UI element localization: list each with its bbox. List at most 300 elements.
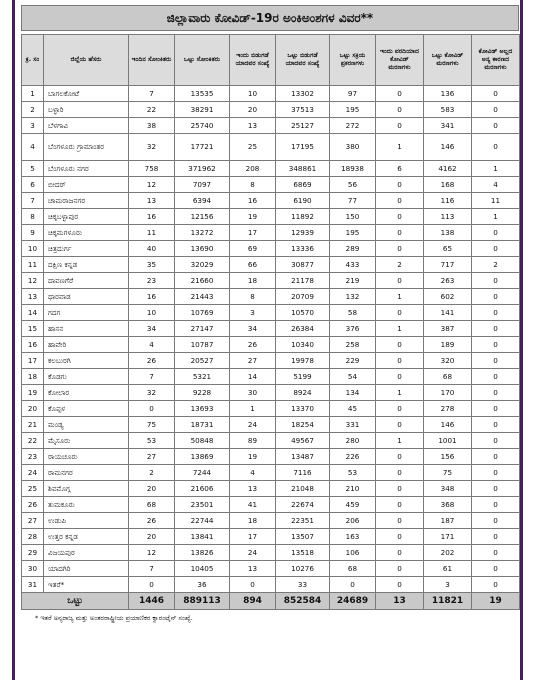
row-value: 0 — [472, 225, 520, 241]
row-value: 7097 — [175, 177, 230, 193]
row-value: 0 — [472, 465, 520, 481]
row-value: 20527 — [175, 353, 230, 369]
row-value: 0 — [376, 209, 424, 225]
row-value: 9228 — [175, 385, 230, 401]
row-value: 4 — [129, 337, 175, 353]
row-value: 25 — [230, 134, 276, 161]
row-value: 27 — [230, 353, 276, 369]
header-non-covid-deaths: ಕೋವಿಡ್ ಅಲ್ಲದ ಅನ್ಯ ಕಾರಣದ ಮರಣಗಳು — [472, 35, 520, 86]
row-value: 0 — [376, 193, 424, 209]
row-value: 8924 — [276, 385, 330, 401]
row-value: 0 — [472, 417, 520, 433]
row-value: 13272 — [175, 225, 230, 241]
row-district-name: ಕೋಲಾರ — [44, 385, 129, 401]
row-value: 33 — [276, 577, 330, 593]
table-row — [22, 449, 520, 465]
row-value: 0 — [472, 449, 520, 465]
row-value: 68 — [424, 369, 472, 385]
table-row — [22, 118, 520, 134]
row-value: 26 — [129, 353, 175, 369]
row-value: 0 — [376, 353, 424, 369]
row-value: 156 — [424, 449, 472, 465]
row-value: 22674 — [276, 497, 330, 513]
row-value: 58 — [330, 305, 376, 321]
row-value: 1 — [376, 134, 424, 161]
row-value: 0 — [472, 529, 520, 545]
row-value: 30 — [230, 385, 276, 401]
total-row — [22, 593, 520, 610]
row-district-name: ರಾಮನಗರ — [44, 465, 129, 481]
row-value: 18 — [230, 273, 276, 289]
row-value: 19 — [230, 209, 276, 225]
row-value: 34 — [230, 321, 276, 337]
row-value: 30877 — [276, 257, 330, 273]
header-total-deaths: ಒಟ್ಟು ಕೋವಿಡ್ ಮರಣಗಳು — [424, 35, 472, 86]
row-district-name: ಬೆಂಗಳೂರು ಗ್ರಾಮಾಂತರ — [44, 134, 129, 161]
total-cell: 889113 — [175, 593, 230, 610]
table-row — [22, 161, 520, 177]
row-value: 89 — [230, 433, 276, 449]
row-value: 0 — [129, 577, 175, 593]
row-serial: 29 — [22, 545, 44, 561]
row-value: 0 — [376, 241, 424, 257]
table-row — [22, 102, 520, 118]
table-row — [22, 134, 520, 161]
row-value: 0 — [376, 86, 424, 102]
row-value: 348861 — [276, 161, 330, 177]
row-serial: 15 — [22, 321, 44, 337]
row-value: 14 — [230, 369, 276, 385]
row-value: 13 — [230, 481, 276, 497]
row-district-name: ಚಿಕ್ಕಬಳ್ಳಾಪುರ — [44, 209, 129, 225]
row-value: 341 — [424, 118, 472, 134]
row-value: 168 — [424, 177, 472, 193]
row-value: 258 — [330, 337, 376, 353]
row-district-name: ಚಿತ್ರದುರ್ಗ — [44, 241, 129, 257]
row-district-name: ಬಾಗಲಕೋಟೆ — [44, 86, 129, 102]
row-district-name: ಬೆಂಗಳೂರು ನಗರ — [44, 161, 129, 177]
row-value: 170 — [424, 385, 472, 401]
row-value: 27147 — [175, 321, 230, 337]
row-serial: 28 — [22, 529, 44, 545]
row-value: 0 — [472, 481, 520, 497]
row-value: 371962 — [175, 161, 230, 177]
table-row — [22, 305, 520, 321]
row-serial: 6 — [22, 177, 44, 193]
row-value: 202 — [424, 545, 472, 561]
stats-sheet — [21, 5, 519, 623]
footnote: * ಇತರೆ ಅನ್ಯರಾಜ್ಯ ಮತ್ತು ಅಂತರರಾಷ್ಟ್ರೀಯ ಪ್ರಯಾಣಿಕರ ಕ್ವಾರಂಟೈನ್ ಸಂಖ್ಯೆ. — [35, 614, 193, 622]
row-value: 0 — [472, 545, 520, 561]
row-value: 10 — [129, 305, 175, 321]
row-value: 0 — [376, 465, 424, 481]
row-value: 10787 — [175, 337, 230, 353]
row-value: 77 — [330, 193, 376, 209]
header-total-infected: ಒಟ್ಟು ಸೋಂಕಿತರು — [175, 35, 230, 86]
row-district-name: ಚಾಮರಾಜನಗರ — [44, 193, 129, 209]
row-value: 263 — [424, 273, 472, 289]
row-district-name: ವಿಜಯಪುರ — [44, 545, 129, 561]
row-serial: 14 — [22, 305, 44, 321]
table-row — [22, 369, 520, 385]
row-value: 387 — [424, 321, 472, 337]
row-value: 17 — [230, 529, 276, 545]
row-value: 272 — [330, 118, 376, 134]
row-serial: 25 — [22, 481, 44, 497]
row-value: 13507 — [276, 529, 330, 545]
row-district-name: ಚಿಕ್ಕಮಗಳೂರು — [44, 225, 129, 241]
row-value: 20 — [129, 481, 175, 497]
row-value: 68 — [129, 497, 175, 513]
header-active-cases: ಒಟ್ಟು ಸಕ್ರಿಯ ಪ್ರಕರಣಗಳು — [330, 35, 376, 86]
header-district: ಜಿಲ್ಲೆಯ ಹೆಸರು — [44, 35, 129, 86]
table-row — [22, 257, 520, 273]
row-value: 0 — [376, 305, 424, 321]
row-serial: 12 — [22, 273, 44, 289]
row-serial: 3 — [22, 118, 44, 134]
row-serial: 2 — [22, 102, 44, 118]
table-row — [22, 417, 520, 433]
row-value: 24 — [230, 545, 276, 561]
header-today-deaths: ಇಂದು ವರದಿಯಾದ ಕೋವಿಡ್ ಮರಣಗಳು — [376, 35, 424, 86]
row-value: 25127 — [276, 118, 330, 134]
row-value: 7 — [129, 86, 175, 102]
row-district-name: ಮೈಸೂರು — [44, 433, 129, 449]
table-row — [22, 513, 520, 529]
row-value: 229 — [330, 353, 376, 369]
row-value: 289 — [330, 241, 376, 257]
row-serial: 17 — [22, 353, 44, 369]
table-row — [22, 209, 520, 225]
row-value: 13841 — [175, 529, 230, 545]
total-cell: 19 — [472, 593, 520, 610]
header-serial: ಕ್ರ. ಸಂ — [22, 35, 44, 86]
table-row — [22, 241, 520, 257]
row-value: 0 — [230, 577, 276, 593]
row-district-name: ಹಾಸನ — [44, 321, 129, 337]
row-value: 53 — [129, 433, 175, 449]
row-value: 0 — [376, 369, 424, 385]
table-row — [22, 401, 520, 417]
row-value: 206 — [330, 513, 376, 529]
row-value: 13 — [230, 118, 276, 134]
row-value: 13518 — [276, 545, 330, 561]
total-cell: 24689 — [330, 593, 376, 610]
row-value: 2 — [129, 465, 175, 481]
row-value: 54 — [330, 369, 376, 385]
row-value: 0 — [472, 369, 520, 385]
row-district-name: ರಾಯಚೂರು — [44, 449, 129, 465]
row-serial: 21 — [22, 417, 44, 433]
row-value: 320 — [424, 353, 472, 369]
row-value: 17 — [230, 225, 276, 241]
row-value: 97 — [330, 86, 376, 102]
row-serial: 1 — [22, 86, 44, 102]
row-value: 150 — [330, 209, 376, 225]
row-district-name: ಉಡುಪಿ — [44, 513, 129, 529]
header-today-infected: ಇಂದಿನ ಸೋಂಕಿತರು — [129, 35, 175, 86]
row-value: 13302 — [276, 86, 330, 102]
row-value: 6190 — [276, 193, 330, 209]
row-value: 2 — [376, 257, 424, 273]
row-value: 75 — [129, 417, 175, 433]
row-serial: 10 — [22, 241, 44, 257]
row-value: 0 — [472, 118, 520, 134]
row-value: 146 — [424, 417, 472, 433]
row-serial: 23 — [22, 449, 44, 465]
row-value: 26 — [129, 513, 175, 529]
row-value: 0 — [472, 513, 520, 529]
row-value: 6 — [376, 161, 424, 177]
total-label: ಒಟ್ಟು — [22, 593, 129, 610]
row-serial: 26 — [22, 497, 44, 513]
row-value: 21660 — [175, 273, 230, 289]
row-value: 0 — [472, 561, 520, 577]
row-value: 36 — [175, 577, 230, 593]
row-value: 189 — [424, 337, 472, 353]
row-value: 19978 — [276, 353, 330, 369]
row-district-name: ಬೆಳಗಾವಿ — [44, 118, 129, 134]
row-value: 18 — [230, 513, 276, 529]
row-value: 0 — [472, 353, 520, 369]
row-value: 13826 — [175, 545, 230, 561]
row-value: 0 — [472, 241, 520, 257]
row-value: 21606 — [175, 481, 230, 497]
total-cell: 852584 — [276, 593, 330, 610]
row-serial: 11 — [22, 257, 44, 273]
total-cell: 894 — [230, 593, 276, 610]
row-value: 113 — [424, 209, 472, 225]
row-value: 17721 — [175, 134, 230, 161]
row-value: 18731 — [175, 417, 230, 433]
row-value: 35 — [129, 257, 175, 273]
row-value: 0 — [472, 337, 520, 353]
row-value: 68 — [330, 561, 376, 577]
total-cell: 11821 — [424, 593, 472, 610]
table-row — [22, 529, 520, 545]
row-district-name: ಯಾದಗಿರಿ — [44, 561, 129, 577]
table-row — [22, 433, 520, 449]
row-value: 0 — [472, 577, 520, 593]
row-value: 0 — [376, 102, 424, 118]
row-serial: 8 — [22, 209, 44, 225]
row-value: 20709 — [276, 289, 330, 305]
row-value: 106 — [330, 545, 376, 561]
row-value: 278 — [424, 401, 472, 417]
table-row — [22, 86, 520, 102]
row-value: 11892 — [276, 209, 330, 225]
table-row — [22, 193, 520, 209]
row-district-name: ಶಿವಮೊಗ್ಗ — [44, 481, 129, 497]
district-stats-table — [21, 34, 520, 610]
row-value: 13869 — [175, 449, 230, 465]
row-value: 1 — [376, 321, 424, 337]
row-serial: 5 — [22, 161, 44, 177]
row-value: 37513 — [276, 102, 330, 118]
row-value: 380 — [330, 134, 376, 161]
row-value: 13336 — [276, 241, 330, 257]
row-district-name: ಹಾವೇರಿ — [44, 337, 129, 353]
row-value: 13535 — [175, 86, 230, 102]
table-row — [22, 225, 520, 241]
row-value: 0 — [129, 401, 175, 417]
table-row — [22, 561, 520, 577]
row-value: 717 — [424, 257, 472, 273]
table-body — [22, 86, 520, 593]
row-value: 0 — [376, 337, 424, 353]
row-value: 34 — [129, 321, 175, 337]
total-cell: 13 — [376, 593, 424, 610]
row-district-name: ಧಾರವಾಡ — [44, 289, 129, 305]
row-value: 19 — [230, 449, 276, 465]
row-value: 0 — [376, 449, 424, 465]
page-title: ಜಿಲ್ಲಾವಾರು ಕೋವಿಡ್-19ರ ಅಂಕಿಅಂಶಗಳ ವಿವರ** — [21, 5, 519, 31]
row-value: 187 — [424, 513, 472, 529]
row-value: 1001 — [424, 433, 472, 449]
header-total-discharged: ಒಟ್ಟು ಬಿಡುಗಡೆ ಯಾದವರ ಸಂಖ್ಯೆ — [276, 35, 330, 86]
row-value: 2 — [472, 257, 520, 273]
row-value: 65 — [424, 241, 472, 257]
row-value: 5321 — [175, 369, 230, 385]
row-value: 10769 — [175, 305, 230, 321]
row-value: 13693 — [175, 401, 230, 417]
row-value: 7244 — [175, 465, 230, 481]
row-value: 8 — [230, 289, 276, 305]
row-value: 11 — [472, 193, 520, 209]
row-value: 41 — [230, 497, 276, 513]
row-value: 0 — [376, 545, 424, 561]
row-value: 195 — [330, 225, 376, 241]
row-value: 20 — [129, 529, 175, 545]
row-value: 27 — [129, 449, 175, 465]
row-value: 433 — [330, 257, 376, 273]
page-frame — [12, 0, 523, 680]
row-value: 13487 — [276, 449, 330, 465]
row-district-name: ಬೀದರ್ — [44, 177, 129, 193]
row-value: 0 — [376, 577, 424, 593]
row-value: 26384 — [276, 321, 330, 337]
row-value: 22 — [129, 102, 175, 118]
row-value: 50848 — [175, 433, 230, 449]
row-value: 459 — [330, 497, 376, 513]
row-value: 6394 — [175, 193, 230, 209]
row-value: 163 — [330, 529, 376, 545]
row-value: 0 — [376, 513, 424, 529]
row-value: 136 — [424, 86, 472, 102]
row-value: 7116 — [276, 465, 330, 481]
row-value: 219 — [330, 273, 376, 289]
row-serial: 22 — [22, 433, 44, 449]
row-value: 10340 — [276, 337, 330, 353]
row-value: 56 — [330, 177, 376, 193]
row-district-name: ಕಲಬುರಗಿ — [44, 353, 129, 369]
row-value: 38 — [129, 118, 175, 134]
row-value: 26 — [230, 337, 276, 353]
row-serial: 9 — [22, 225, 44, 241]
row-serial: 4 — [22, 134, 44, 161]
row-value: 7 — [129, 561, 175, 577]
row-value: 4 — [230, 465, 276, 481]
table-row — [22, 577, 520, 593]
row-value: 4162 — [424, 161, 472, 177]
row-district-name: ಕೊಪ್ಪಳ — [44, 401, 129, 417]
row-value: 171 — [424, 529, 472, 545]
row-value: 23 — [129, 273, 175, 289]
row-value: 10276 — [276, 561, 330, 577]
row-value: 12156 — [175, 209, 230, 225]
row-value: 1 — [376, 433, 424, 449]
row-value: 12939 — [276, 225, 330, 241]
row-value: 0 — [472, 273, 520, 289]
row-value: 0 — [376, 481, 424, 497]
row-value: 280 — [330, 433, 376, 449]
table-row — [22, 321, 520, 337]
row-value: 348 — [424, 481, 472, 497]
row-value: 10570 — [276, 305, 330, 321]
row-value: 132 — [330, 289, 376, 305]
row-value: 0 — [376, 497, 424, 513]
row-value: 49567 — [276, 433, 330, 449]
row-serial: 31 — [22, 577, 44, 593]
row-value: 0 — [472, 497, 520, 513]
row-district-name: ಇತರೆ* — [44, 577, 129, 593]
row-value: 583 — [424, 102, 472, 118]
row-value: 13370 — [276, 401, 330, 417]
table-row — [22, 353, 520, 369]
row-district-name: ಉತ್ತರ ಕನ್ನಡ — [44, 529, 129, 545]
table-header-row — [22, 35, 520, 86]
row-value: 13690 — [175, 241, 230, 257]
row-value: 1 — [376, 385, 424, 401]
row-serial: 16 — [22, 337, 44, 353]
table-row — [22, 545, 520, 561]
row-district-name: ಮಂಡ್ಯ — [44, 417, 129, 433]
row-value: 134 — [330, 385, 376, 401]
row-value: 10405 — [175, 561, 230, 577]
row-value: 10 — [230, 86, 276, 102]
row-value: 0 — [472, 385, 520, 401]
row-value: 1 — [376, 289, 424, 305]
row-value: 138 — [424, 225, 472, 241]
row-value: 0 — [472, 86, 520, 102]
row-value: 75 — [424, 465, 472, 481]
row-district-name: ಗದಗ — [44, 305, 129, 321]
row-value: 8 — [230, 177, 276, 193]
row-serial: 18 — [22, 369, 44, 385]
row-value: 6869 — [276, 177, 330, 193]
row-value: 0 — [376, 225, 424, 241]
row-value: 21048 — [276, 481, 330, 497]
row-value: 24 — [230, 417, 276, 433]
row-value: 18938 — [330, 161, 376, 177]
header-today-discharged: ಇಂದು ಬಿಡುಗಡೆ ಯಾದವರ ಸಂಖ್ಯೆ — [230, 35, 276, 86]
row-value: 5199 — [276, 369, 330, 385]
row-value: 32 — [129, 385, 175, 401]
row-value: 376 — [330, 321, 376, 337]
table-row — [22, 289, 520, 305]
row-value: 0 — [472, 289, 520, 305]
row-value: 0 — [376, 529, 424, 545]
row-value: 61 — [424, 561, 472, 577]
row-value: 1 — [230, 401, 276, 417]
row-value: 13 — [129, 193, 175, 209]
row-value: 0 — [376, 118, 424, 134]
row-serial: 13 — [22, 289, 44, 305]
row-value: 1 — [472, 161, 520, 177]
row-serial: 27 — [22, 513, 44, 529]
row-value: 66 — [230, 257, 276, 273]
row-value: 4 — [472, 177, 520, 193]
